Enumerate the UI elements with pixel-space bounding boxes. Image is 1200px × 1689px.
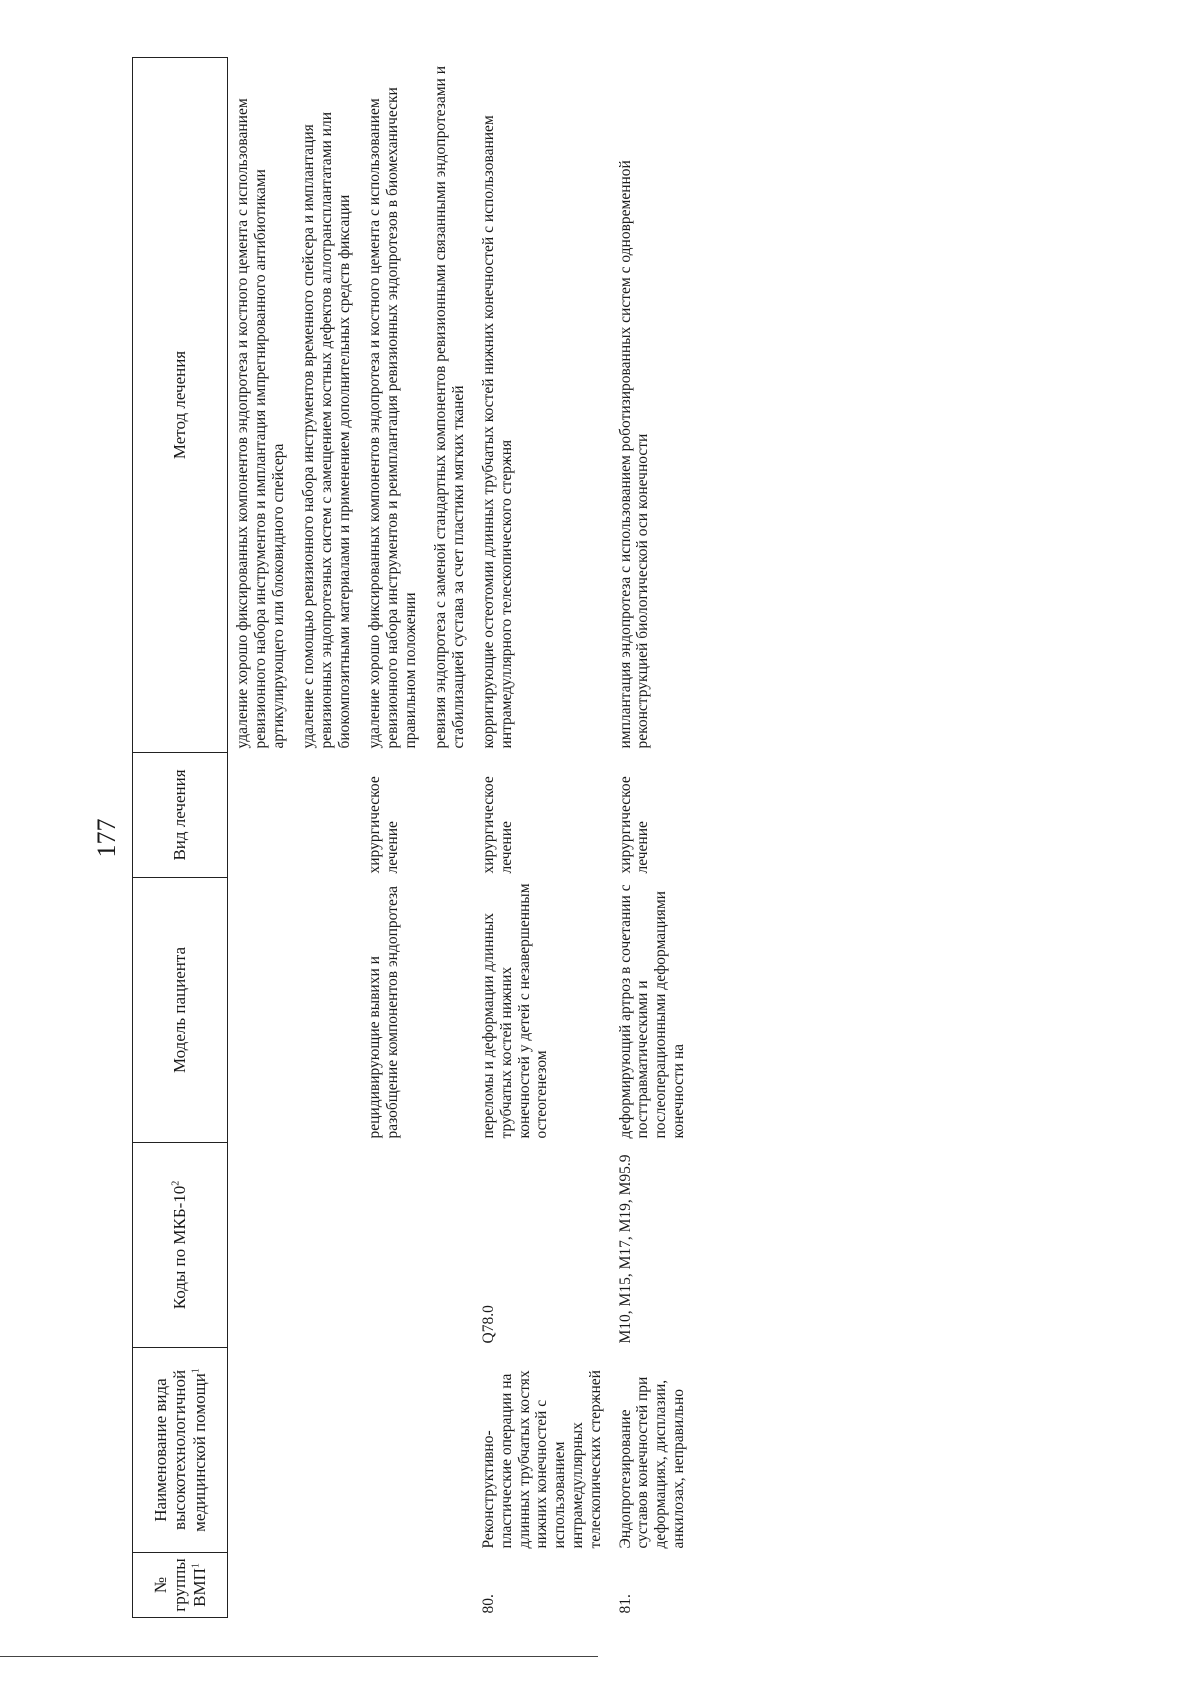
cell-method bbox=[611, 58, 694, 753]
cell-codes: M10, M15, M17, M19, M95.9 bbox=[616, 1154, 634, 1344]
method-item: удаление хорошо фиксированных компонентов эндопротеза и костного цемента с использованием ревизионного набора инструментов и имплантация импрегнированного антибиотиками артикулирующего или блоковидного спейсера bbox=[234, 98, 287, 749]
cell-model: деформирующий артроз в сочетании с посттравматическими и послеоперационными деформациями конечности на bbox=[616, 884, 688, 1139]
vmp-table bbox=[132, 57, 694, 1618]
header-method: Метод лечения bbox=[133, 58, 228, 753]
table-row bbox=[228, 58, 360, 1618]
cell-model bbox=[228, 878, 360, 1143]
header-name: Наименование вида высокотехнологичной медицинской помощи$^1$ bbox=[133, 1348, 228, 1553]
method-item: ревизия эндопротеза с заменой стандартных компонентов ревизионными связанными эндопротезами и стабилизацией сустава за счет пластики мягких тканей bbox=[432, 66, 468, 749]
cell-type: хирургическое лечение bbox=[479, 776, 515, 874]
cell-codes bbox=[360, 1143, 474, 1348]
cell-num bbox=[360, 1553, 474, 1618]
cell-name: Эндопротезирование суставов конечностей при деформациях, дисплазии, анкилозах, неправильно bbox=[616, 1376, 688, 1549]
cell-name bbox=[228, 1348, 360, 1553]
cell-method bbox=[228, 58, 360, 753]
cell-name: Реконструктивно-пластические операции на длинных трубчатых костях нижних конечностей с использованием интрамедуллярных телескопических стержней bbox=[479, 1370, 604, 1549]
cell-name bbox=[360, 1348, 474, 1553]
scan-edge-line bbox=[0, 1656, 598, 1657]
cell-type: хирургическое лечение bbox=[616, 776, 652, 874]
table-row bbox=[611, 58, 694, 1618]
cell-codes bbox=[228, 1143, 360, 1348]
header-num: № группы ВМП$^1$ bbox=[133, 1553, 228, 1618]
page-number: 177 bbox=[92, 818, 121, 858]
method-item: корригирующие остеотомии длинных трубчатых костей нижних конечностей с использованием интрамедуллярного телескопического стержня bbox=[479, 115, 515, 749]
header-model: Модель пациента bbox=[133, 878, 228, 1143]
method-item: имплантация эндопротеза с использованием роботизированных систем с одновременной реконструкцией биологической оси конечности bbox=[616, 160, 652, 749]
table-row bbox=[474, 58, 611, 1618]
table-header-row bbox=[133, 58, 228, 1618]
cell-method bbox=[360, 58, 474, 753]
header-codes: Коды по МКБ-$10^2$ bbox=[133, 1143, 228, 1348]
cell-num: 81. bbox=[616, 1594, 634, 1614]
cell-method bbox=[474, 58, 611, 753]
header-type: Вид лечения bbox=[133, 753, 228, 878]
cell-type bbox=[228, 753, 360, 878]
cell-model: переломы и деформации длинных трубчатых костей нижних конечностей у детей с незавершенным остеогенезом bbox=[479, 883, 551, 1139]
cell-num bbox=[228, 1553, 360, 1618]
table-row bbox=[360, 58, 474, 1618]
method-item: удаление хорошо фиксированных компонентов эндопротеза и костного цемента с использованием ревизионного набора инструментов и реимплантация ревизионных эндопротезов в биомеханически правильном положении bbox=[365, 87, 419, 749]
cell-num: 80. bbox=[479, 1594, 497, 1614]
cell-model: рецидивирующие вывихи и разобщение компонентов эндопротеза bbox=[365, 885, 401, 1139]
method-item: удаление с помощью ревизионного набора инструментов временного спейсера и имплантация ревизионных эндопротезных систем с замещением костных дефектов аллотрансплантатами или биокомпозитными материалами и применением дополнительных средств фиксации bbox=[300, 112, 354, 749]
cell-codes: Q78.0 bbox=[479, 1305, 497, 1344]
cell-type: хирургическое лечение bbox=[365, 776, 401, 874]
rotated-page-content bbox=[92, 58, 1092, 1618]
